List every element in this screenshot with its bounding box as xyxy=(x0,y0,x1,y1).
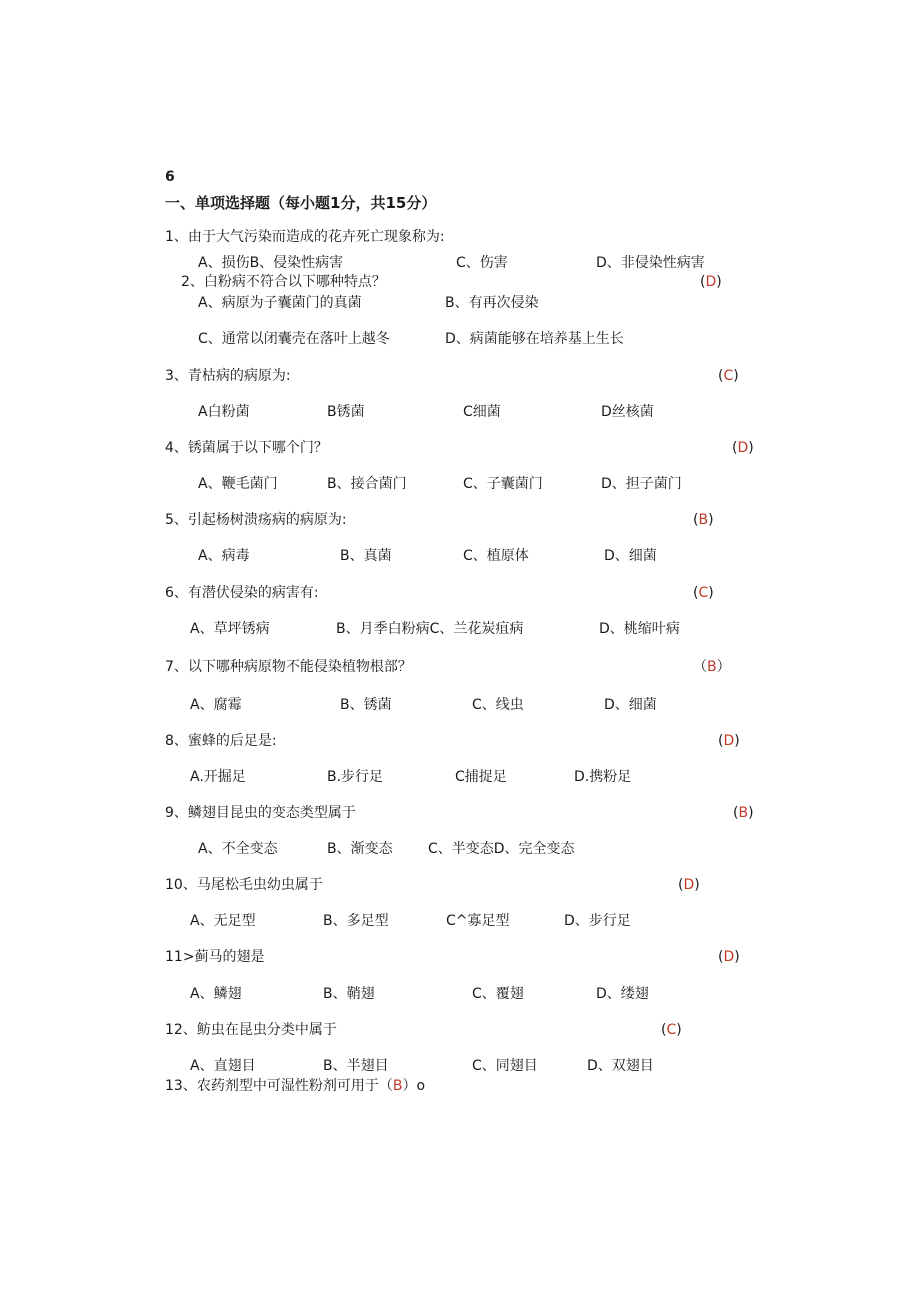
answer-mark: (B) xyxy=(693,512,714,528)
option: D、非侵染性病害 xyxy=(596,255,705,271)
question-stem: 10、马尾松毛虫幼虫属于 xyxy=(165,877,323,893)
option: A、鞭毛菌门 xyxy=(198,476,278,492)
option: D、细菌 xyxy=(604,548,657,564)
question-stem: 5、引起杨树溃疡病的病原为: xyxy=(165,512,347,528)
option: A、病原为子囊菌门的真菌 xyxy=(198,295,362,311)
answer-mark: (C) xyxy=(661,1022,682,1038)
option: B、半翅目 xyxy=(323,1058,389,1074)
option: C捕捉足 xyxy=(455,769,507,785)
option: B、月季白粉病C、兰花炭疽病 xyxy=(336,621,524,637)
question-stem: 3、青枯病的病原为: xyxy=(165,368,291,384)
option: C、通常以闭囊壳在落叶上越冬 xyxy=(198,331,390,347)
answer-mark: (D) xyxy=(732,440,754,456)
option: D丝核菌 xyxy=(601,404,654,420)
option: B、鞘翅 xyxy=(323,986,375,1002)
option: C、伤害 xyxy=(456,255,508,271)
option: C、同翅目 xyxy=(472,1058,538,1074)
answer-mark: (D) xyxy=(718,949,740,965)
option: B、多足型 xyxy=(323,913,389,929)
option: A、直翅目 xyxy=(190,1058,256,1074)
option: C细菌 xyxy=(463,404,501,420)
option: D、桃缩叶病 xyxy=(599,621,680,637)
option: A、腐霉 xyxy=(190,697,242,713)
answer-mark: (C) xyxy=(718,368,739,384)
option: C、半变态D、完全变态 xyxy=(428,841,575,857)
option: B、真菌 xyxy=(340,548,392,564)
option: B.步行足 xyxy=(327,769,384,785)
section-title: 一、单项选择题（每小题1分，共15分） xyxy=(165,194,437,212)
question-stem: 12、鲂虫在昆虫分类中属于 xyxy=(165,1022,337,1038)
option: D、双翅目 xyxy=(587,1058,654,1074)
question-stem: 13、农药剂型中可湿性粉剂可用于（B）o xyxy=(165,1078,426,1094)
option: D、担子菌门 xyxy=(601,476,682,492)
answer-mark: (B) xyxy=(733,805,754,821)
question-stem: 11>蓟马的翅是 xyxy=(165,949,265,965)
option: B、有再次侵染 xyxy=(445,295,539,311)
answer-mark: B xyxy=(392,1078,403,1094)
question-stem: 6、有潜伏侵染的病害有: xyxy=(165,585,319,601)
answer-mark: (D) xyxy=(718,733,740,749)
option: C^寡足型 xyxy=(446,913,510,929)
option: C、子囊菌门 xyxy=(463,476,543,492)
option: C、植原体 xyxy=(463,548,529,564)
option: D.携粉足 xyxy=(574,769,632,785)
option: A.开掘足 xyxy=(190,769,246,785)
answer-mark: (C) xyxy=(693,585,714,601)
answer-mark: （B） xyxy=(693,659,731,675)
option: A白粉菌 xyxy=(198,404,250,420)
option: B、渐变态 xyxy=(327,841,393,857)
option: C、覆翅 xyxy=(472,986,524,1002)
option: A、草坪锈病 xyxy=(190,621,270,637)
option: A、损伤B、侵染性病害 xyxy=(198,255,344,271)
option: A、鳞翅 xyxy=(190,986,242,1002)
option: A、不全变态 xyxy=(198,841,278,857)
option: B锈菌 xyxy=(327,404,365,420)
option: D、病菌能够在培养基上生长 xyxy=(445,331,624,347)
answer-mark: (D) xyxy=(678,877,700,893)
option: D、细菌 xyxy=(604,697,657,713)
option: B、锈菌 xyxy=(340,697,392,713)
page-number: 6 xyxy=(165,169,175,185)
question-stem: 4、锈菌属于以下哪个门？ xyxy=(165,440,328,456)
option: C、线虫 xyxy=(472,697,524,713)
option: B、接合菌门 xyxy=(327,476,407,492)
answer-mark: (D) xyxy=(700,274,722,290)
option: A、病毒 xyxy=(198,548,250,564)
question-stem: 7、以下哪种病原物不能侵染植物根部？ xyxy=(165,659,412,675)
question-stem: 8、蜜蜂的后足是: xyxy=(165,733,277,749)
option: D、步行足 xyxy=(564,913,631,929)
question-stem: 9、鳞翅目昆虫的变态类型属于 xyxy=(165,805,356,821)
question-stem: 1、由于大气污染而造成的花卉死亡现象称为: xyxy=(165,229,445,245)
option: D、缕翅 xyxy=(596,986,649,1002)
option: A、无足型 xyxy=(190,913,256,929)
question-stem: 2、白粉病不符合以下哪种特点？ xyxy=(181,274,386,290)
